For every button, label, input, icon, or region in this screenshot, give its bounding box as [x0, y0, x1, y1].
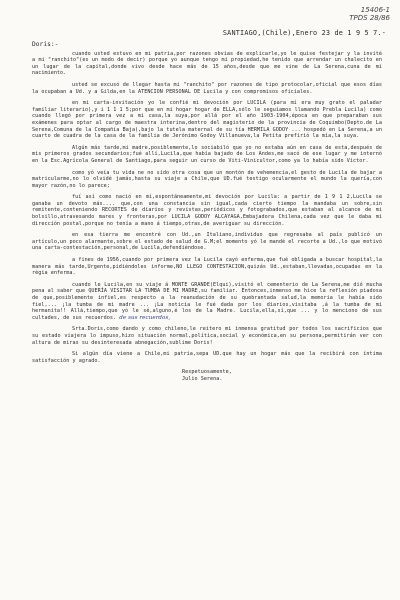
- paragraph-3: en mi carta-invitación yo le confié mi devoción por LUCILA (para mí era muy grato el paladar familiar literario),y i 1 1 1 5;por que en mi hogar hogar de ELLA,sólo le seguíamos llamando Prebla Lucila) como cuando llegó por primera vez a mi casa,la suya,por allá por el año 1903-1904,época en que preparaban sus exámenes para optar al cargo de maestra interina,dentro del magisterio de la provincia de Coquimbo(Depto.de La Serena,Comuna de la Compañía Baja),bajo la tutela maternal de su tía HERMILA GODOY ... hospedó en La Serena,a un cuarto de cuadra de la casa de la familia de Jerónimo Godoy Villanueva,la Petita prefirió la mía,la suya.: [32, 100, 382, 140]
- paragraph-1: cuando usted estuvo en mi patria,por razones obvias de explicarle,yo le quise festejar y la invité a mi "ranchito"(es un modo de decir) porque yo aunque tengo mi propiedad,he tenido que arrendar un chalecito en un lugar de la capital,donde vivo desde hace más de 15 años,desde que me vine de La Serena,cuna de mi nacimiento.: [32, 50, 382, 77]
- letter-closing: [32, 369, 382, 383]
- letter-body: [32, 42, 382, 383]
- paragraph-4: Algún más tarde,mi madre,posiblemente,lo sociabiló que yo no estaba aún en casa de esta,después de mis primeros grados secundarios;fué allí,Lucila,que había bajado de Los Andes,me sacó de ese lugar y me internó en la Esc.Agrícola General de Santiago,para seguir un curso de Viti-Vinicultor,como ya lo había sido Víctor.: [32, 144, 382, 164]
- paragraph-7: en esa tierra me encontré con Ud.,un Italiano,individuo que regresaba al país publicó un artículo,un poco alarmante,sobre el estado de salud de G.M;el momento yó le mandé el recorte a Ud.,lo que motivó una carta-contestación,personal,de Lucila,defendiéndose.: [32, 232, 382, 252]
- letter-salutation: Doris:-: [32, 41, 59, 48]
- paragraph-9: [32, 282, 382, 322]
- paragraph-6: fuí así como nació en mí,espontáneamente,mi devoción por Lucila: a partir de 1 9 1 2,Lucila se ganaba un devoto más.... que,con una constancia sin igual,cada cierto tiempo la mandaba un sobre,sin remitente,conteniendo RECORTES de diarios y revistas,periódicos y fotograbados,que estaban al alcance de mi bolsillo,atravesando mares y fronteras,por LUCILA GODOY ALCAYAGA,Embajadora Chilena,cada vez que le daba mi dirección postal,porque no tenía a mano á tiempo,otras,de averiguar su dirección.: [32, 194, 382, 227]
- paragraph-11: Si algún día viene a Chile,mi patria,sepa UD.que hay un hogar más que la recibirá con íntima satisfacción y agrado.: [32, 351, 382, 364]
- archive-annotation: [349, 6, 390, 22]
- letter-dateline: SANTIAGO,(Chile),Enero 23 de 1 9 5 7.-: [222, 29, 386, 37]
- handwritten-insert: de sus recuerdos,: [119, 314, 171, 321]
- archive-number: 15406-1: [360, 6, 390, 14]
- paragraph-10: Srta.Doris,como dando y como chileno,le reitero mi inmensa gratitud por todos los sacrificios que su estado viajera lo impuso,hizo situación normal,política,social y económica,en su persona,permitirán ver con altura de miras su desinteresada abnegación,sublime Doris!: [32, 326, 382, 346]
- sign-off: Respetuosamente,: [182, 369, 232, 376]
- paragraph-9-text: cuando le Lucila,en su viaje á MONTE GRANDE(Elqui),visitó el cementerio de La Serena,me dió mucha pena al saber que QUERÍA VISITAR LA TUMBA DE MI MADRE,su familiar. Entonces,inmenso me hice la reflexión piadosa de que,posiblemente infiel,es respecto a la reanudación de su quebrantada salud,la memoria le había sido fiel,... ¡la tumba de mi madre ... ¡La noticia le fué dada por los diarios,visitaba ,á la tumba de mi hermanita!! Allá,tiempo,que yó le sé,alguno,é los de la Madre. Lucila,ella,sí,que ... y lo menciono de sus cultades, de sus recuerdos.: [32, 281, 382, 321]
- paragraph-8: a fines de 1956,cuando por primera vez la Lucila cayó enferma,que fué obligada a buscar hospital,la manera más tarde,Urgente,pidiéndoles informe,NO LLEGO CONTESTACION,quizás Ud.,estaban,llevadas,ocupadas en la régia enferma.: [32, 257, 382, 277]
- archive-reference: TPDS 28/86: [349, 14, 390, 22]
- paragraph-5: como yó veía tu vida ne no sido otra cosa que un montón de vehemencia,el gesto de Lucila de bajar a matricularme,no lo olvidé jamás,hasta su viaje a Chile,que UD.fué testigo ocularmente el mundo la quería,con mayor razón,no lo parece;: [32, 169, 382, 189]
- signature-name: Julio Serena.: [182, 376, 223, 383]
- paragraph-2: usted se excusó de llegar hasta mi "ranchito" por razones de tipo protocolar,oficial que esos días la ocupaban a Ud. y a Gilda,en la ATENCION PERSONAL DE Lucila y con compromisos oficiales.: [32, 81, 382, 95]
